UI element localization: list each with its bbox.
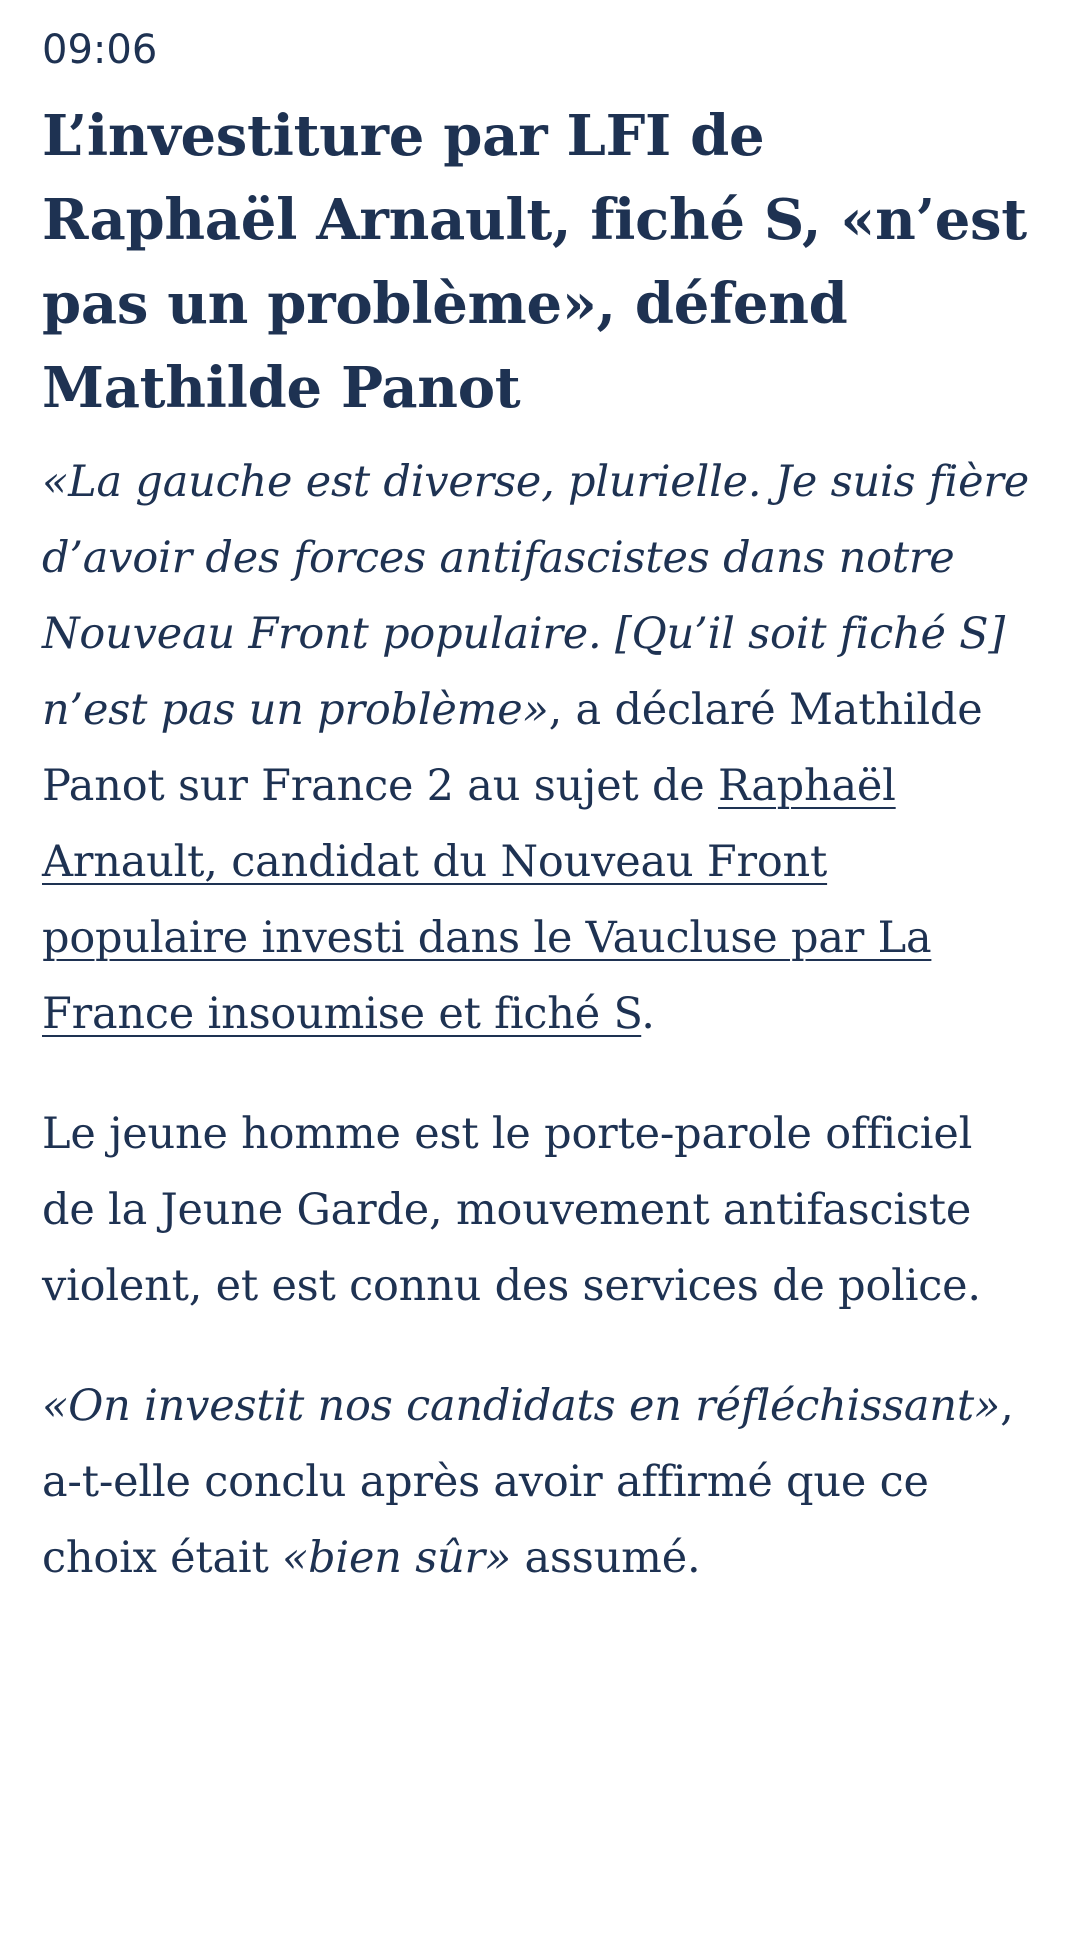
article-headline: L’investiture par LFI de Raphaël Arnault, fiché S, «n’est pas un problème», défend Mathilde Panot: [42, 103, 1027, 421]
paragraph-3-end: assumé.: [511, 1533, 701, 1583]
quote-investit: «On investit nos candidats en réfléchissant»: [42, 1381, 1001, 1431]
quote-panot: «La gauche est diverse, plurielle. Je suis fière d’avoir des forces antifascistes dans notre Nouveau Front populaire. [Qu’il soit fiché S] n’est pas un problème»: [42, 457, 1029, 735]
article-paragraph-1: [42, 444, 1037, 1052]
status-bar-time: 09:06: [42, 27, 158, 73]
article-paragraph-3: [42, 1368, 1037, 1596]
quote-bien-sur: «bien sûr»: [282, 1533, 512, 1583]
article-paragraph-2: Le jeune homme est le porte-parole officiel de la Jeune Garde, mouvement antifasciste violent, et est connu des services de police.: [42, 1109, 981, 1311]
paragraph-3-text: , a-t-elle conclu après avoir affirmé que ce choix était: [42, 1381, 1014, 1583]
article-link-arnault[interactable]: Raphaël Arnault, candidat du Nouveau Front populaire investi dans le Vaucluse par La France insoumise et fiché S: [42, 761, 932, 1039]
paragraph-1-text: , a déclaré Mathilde Panot sur France 2 au sujet de: [42, 685, 983, 811]
paragraph-1-end: .: [641, 989, 655, 1039]
